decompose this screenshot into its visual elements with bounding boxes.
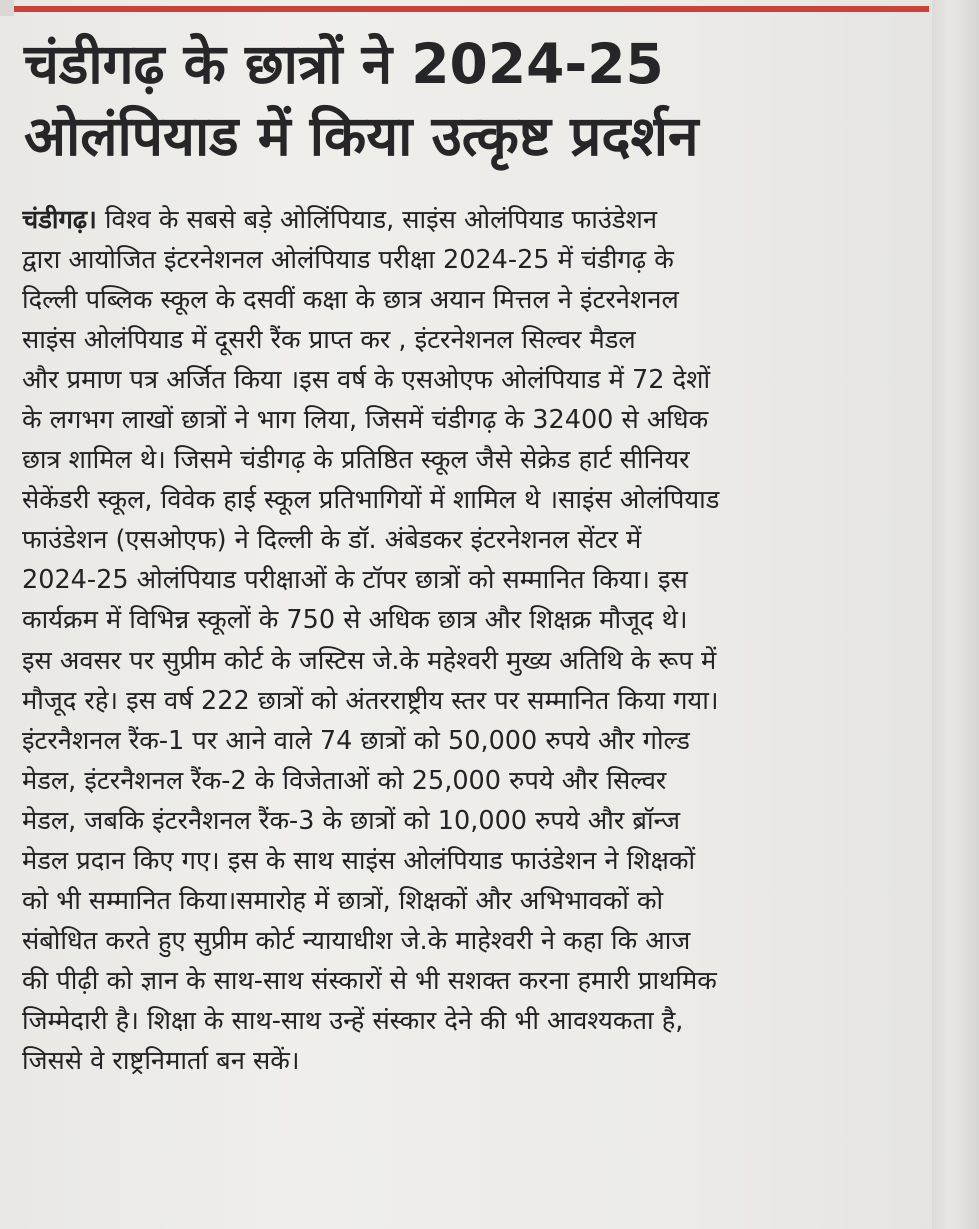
page-corner xyxy=(0,0,14,16)
article-line: कार्यक्रम में विभिन्न स्कूलों के 750 से अधिक छात्र और शिक्षक्र मौजूद थे। xyxy=(22,605,688,636)
article-line: जिम्मेदारी है। शिक्षा के साथ-साथ उन्हें संस्कार देने की भी आवश्यकता है, xyxy=(22,1005,684,1036)
article-line: मेडल, इंटरनैशनल रैंक-2 के विजेताओं को 25,000 रुपये और सिल्वर xyxy=(22,765,667,796)
article-body xyxy=(22,200,922,1081)
article-line: मौजूद रहे। इस वर्ष 222 छात्रों को अंतरराष्ट्रीय स्तर पर सम्मानित किया गया। xyxy=(22,685,719,716)
article-line: जिससे वे राष्ट्रनिमार्ता बन सकें। xyxy=(22,1045,300,1076)
article-line: सेकेंडरी स्कूल, विवेक हाई स्कूल प्रतिभागियों में शामिल थे ।साइंस ओलंपियाड xyxy=(22,485,720,516)
article-headline xyxy=(24,28,924,172)
article-line: फाउंडेशन (एसओएफ) ने दिल्ली के डॉ. अंबेडकर इंटरनेशनल सेंटर में xyxy=(22,525,642,556)
adjacent-column-edge xyxy=(932,0,979,1229)
article-line: की पीढ़ी को ज्ञान के साथ-साथ संस्कारों से भी सशक्त करना हमारी प्राथमिक xyxy=(22,965,717,996)
red-column-rule xyxy=(14,6,929,12)
article-line: इस अवसर पर सुप्रीम कोर्ट के जस्टिस जे.के महेश्वरी मुख्य अतिथि के रूप में xyxy=(22,645,717,676)
article-line: संबोधित करते हुए सुप्रीम कोर्ट न्यायाधीश जे.के माहेश्वरी ने कहा कि आज xyxy=(22,925,691,956)
article-line: इंटरनैशनल रैंक-1 पर आने वाले 74 छात्रों को 50,000 रुपये और गोल्ड xyxy=(22,725,690,756)
dateline: चंडीगढ़। xyxy=(22,205,97,235)
article-line: मेडल प्रदान किए गए। इस के साथ साइंस ओलंपियाड फाउंडेशन ने शिक्षकों xyxy=(22,845,696,876)
article-line: के लगभग लाखों छात्रों ने भाग लिया, जिसमें चंडीगढ़ के 32400 से अधिक xyxy=(22,405,709,436)
article-line: मेडल, जबकि इंटरनैशनल रैंक-3 के छात्रों को 10,000 रुपये और ब्रॉन्ज xyxy=(22,805,681,836)
article-line: दिल्ली पब्लिक स्कूल के दसवीं कक्षा के छात्र अयान मित्तल ने इंटरनेशनल xyxy=(22,285,679,316)
article-line: 2024-25 ओलंपियाड परीक्षाओं के टॉपर छात्रों को सम्मानित किया। इस xyxy=(22,565,688,596)
article-line: छात्र शामिल थे। जिसमे चंडीगढ़ के प्रतिष्ठित स्कूल जैसे सेक्रेड हार्ट सीनियर xyxy=(22,445,690,476)
article-line-text: विश्व के सबसे बड़े ओलिंपियाड, साइंस ओलंपियाड फाउंडेशन xyxy=(96,205,657,235)
article-line: और प्रमाण पत्र अर्जित किया ।इस वर्ष के एसओएफ ओलंपियाड में 72 देशों xyxy=(22,365,711,396)
article-line: साइंस ओलंपियाड में दूसरी रैंक प्राप्त कर , इंटरनेशनल सिल्वर मैडल xyxy=(22,325,636,356)
article-line: को भी सम्मानित किया।समारोह में छात्रों, शिक्षकों और अभिभावकों को xyxy=(22,885,664,916)
headline-line-1: चंडीगढ़ के छात्रों ने 2024-25 xyxy=(24,32,664,96)
article-line: द्वारा आयोजित इंटरनेशनल ओलंपियाड परीक्षा 2024-25 में चंडीगढ़ के xyxy=(22,245,674,276)
article-line xyxy=(22,200,922,240)
headline-line-2: ओलंपियाड में किया उत्कृष्ट प्रदर्शन xyxy=(24,104,699,168)
